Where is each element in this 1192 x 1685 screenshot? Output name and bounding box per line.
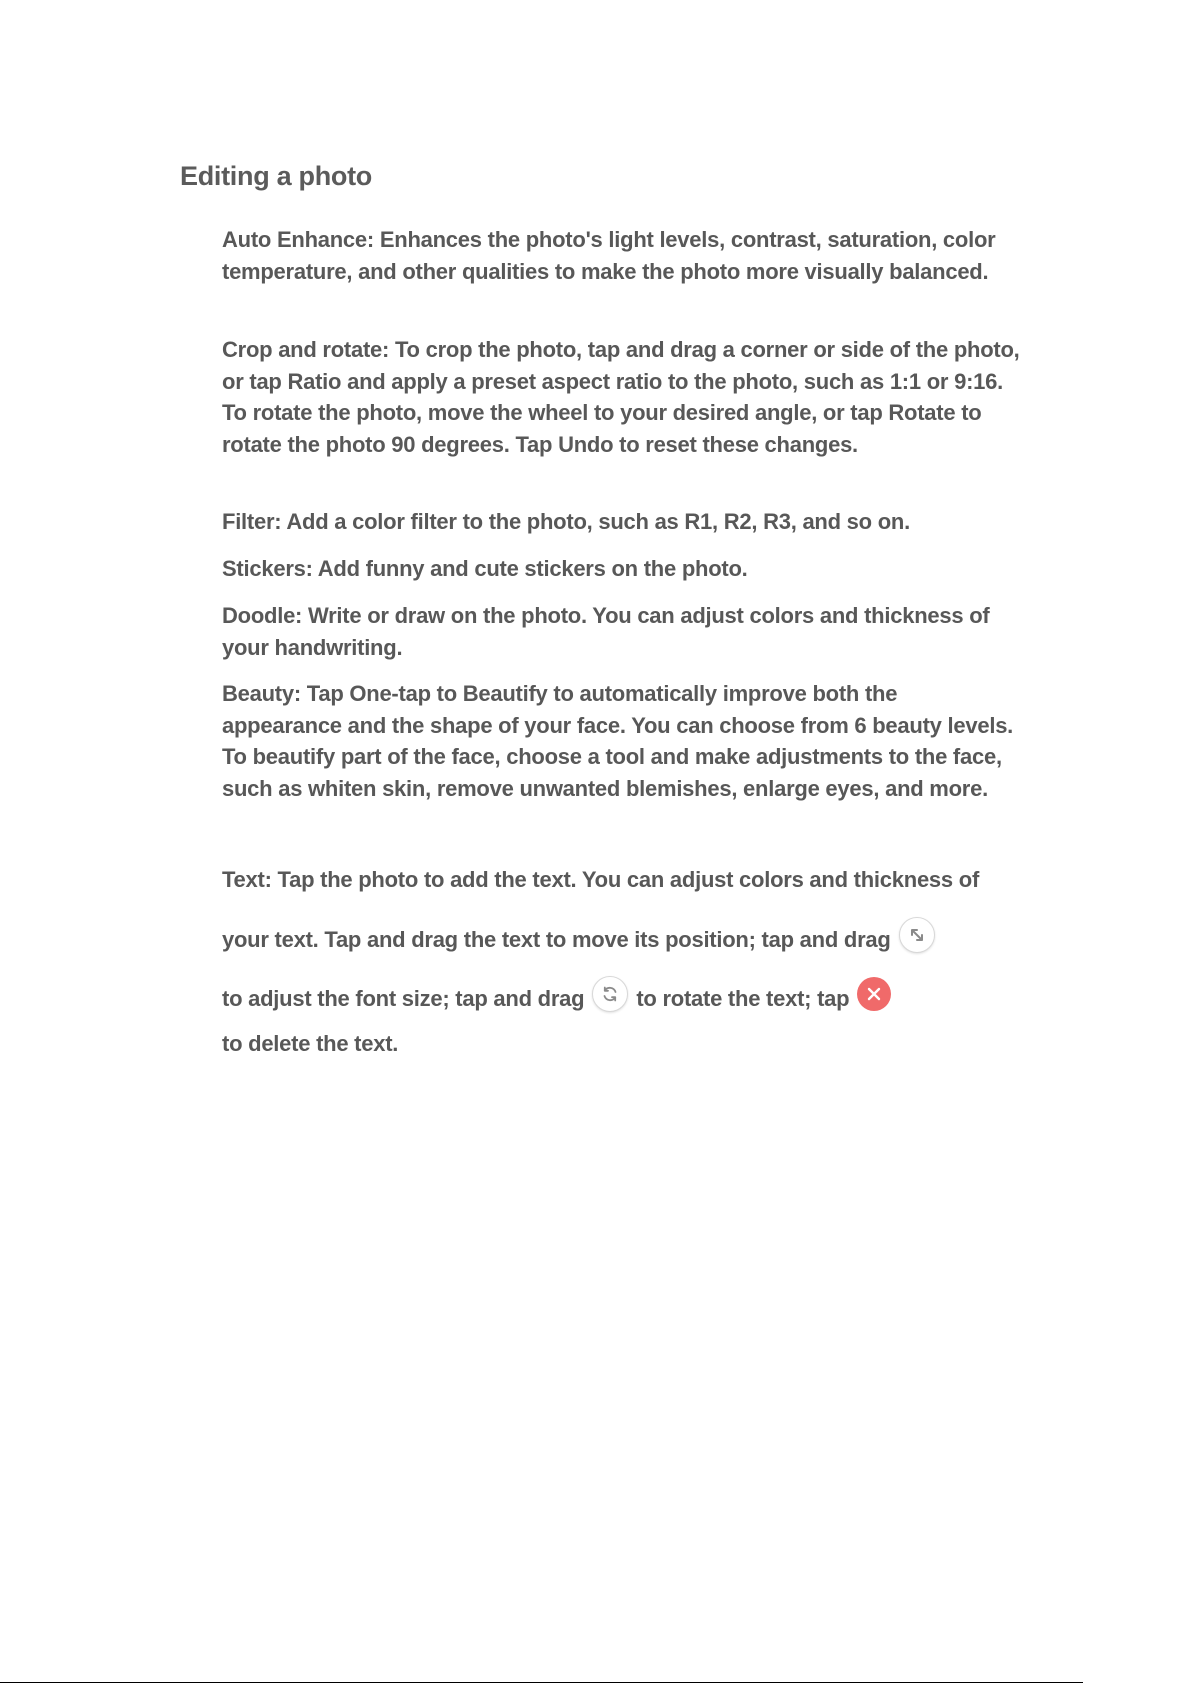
text-paragraph-part2: to adjust the font size; tap and drag <box>222 986 585 1011</box>
auto-enhance-paragraph: Auto Enhance: Enhances the photo's light levels, contrast, saturation, color temperature, and other qualities to make the photo more visually balanced. <box>222 227 996 284</box>
footer-rule <box>0 1682 1083 1683</box>
text-paragraph-part3: to rotate the text; tap <box>636 986 850 1011</box>
text-paragraph-part1: Text: Tap the photo to add the text. You can adjust colors and thickness of your text. Tap and drag the text to move its position; tap and drag <box>222 867 980 952</box>
beauty-paragraph: Beauty: Tap One-tap to Beautify to automatically improve both the appearance and the shape of your face. You can choose from 6 beauty levels. To beautify part of the face, choose a tool and make adjustments to the face, such as whiten skin, remove unwanted blemishes, enlarge eyes, and more. <box>222 681 1014 801</box>
resize-icon <box>899 917 935 953</box>
text-paragraph-part4: to delete the text. <box>222 1031 399 1056</box>
delete-icon <box>857 977 891 1011</box>
rotate-icon <box>592 976 628 1012</box>
doodle-paragraph: Doodle: Write or draw on the photo. You can adjust colors and thickness of your handwriting. <box>222 603 990 660</box>
filter-paragraph: Filter: Add a color filter to the photo, such as R1, R2, R3, and so on. <box>222 509 910 534</box>
page-title: Editing a photo <box>180 161 372 191</box>
crop-rotate-paragraph: Crop and rotate: To crop the photo, tap and drag a corner or side of the photo, or tap Ratio and apply a preset aspect ratio to the photo, such as 1:1 or 9:16. To rotate the photo, move the wheel to your desired angle, or tap Rotate to rotate the photo 90 degrees. Tap Undo to reset these changes. <box>222 337 1020 457</box>
stickers-paragraph: Stickers: Add funny and cute stickers on the photo. <box>222 556 748 581</box>
text-paragraph <box>222 850 1022 1060</box>
